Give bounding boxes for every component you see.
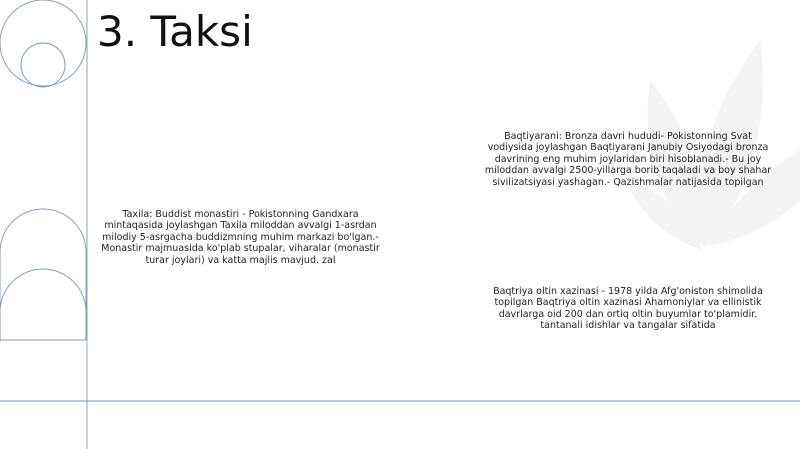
slide-title: 3. Taksi [97,7,253,56]
text-block-baqtiyarani: Baqtiyarani: Bronza davri hududi- Pokistonning Svat vodiysida joylashgan Baqtiyarani Janubiy Osiyodagi bronza davrining eng muhim joylaridan biri hisoblanadi.- Bu joy miloddan avvalgi 2500-yillarga borib taqaladi va boy shahar sivilizatsiyasi yashagan.- Qazishmalar natijasida topilgan [484,131,772,188]
text-block-taxila: Taxila: Buddist monastiri - Pokistonning Gandxara mintaqasida joylashgan Taxila miloddan avvalgi 1-asrdan milodiy 5-asrgacha buddizmning muhim markazi bo'lgan.- Monastir majmuasida ko'plab stupalar, viharalar (monastir turar joylari) va katta majlis mavjud. zal [101,209,380,266]
text-block-bactrian-gold: Baqtriya oltin xazinasi - 1978 yilda Afg'oniston shimolida topilgan Baqtriya oltin xazinasi Ahamoniylar va ellinistik davrlarga oid 200 dan ortiq oltin buyumlar to'plamidir. tantanali idishlar va tangalar sifatida [493,286,763,332]
